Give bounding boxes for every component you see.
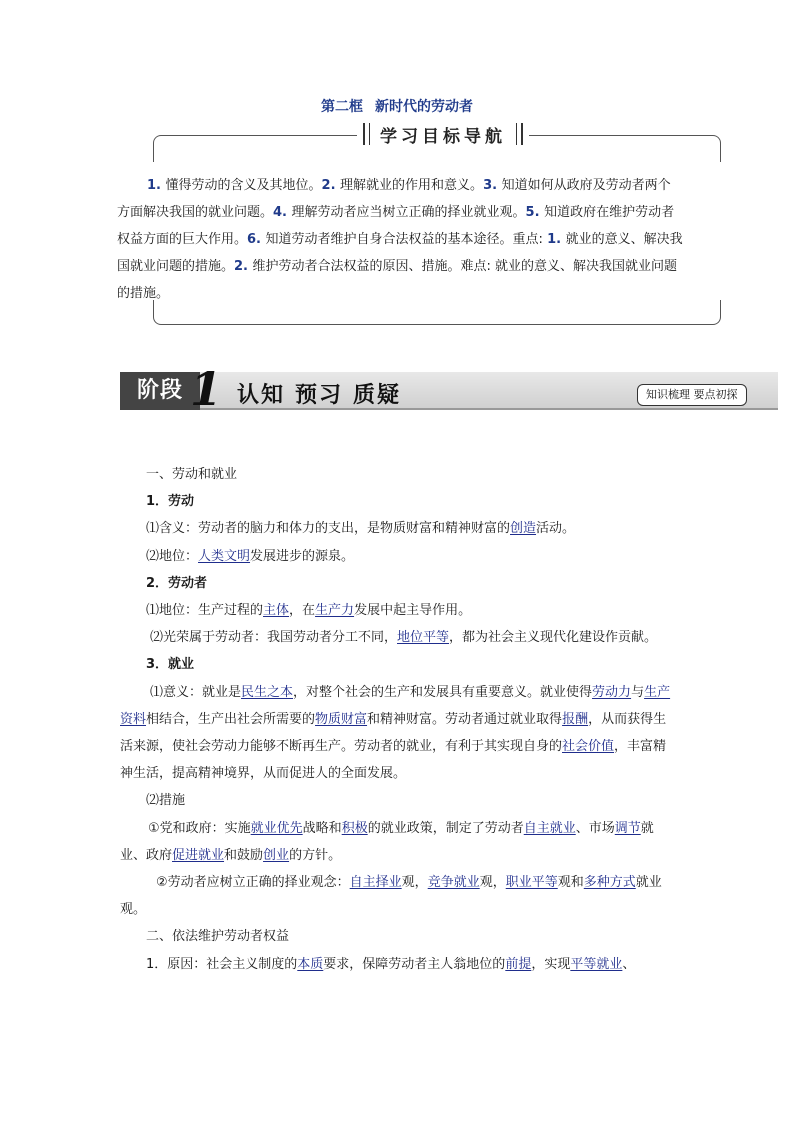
objective-number: 3. (483, 178, 502, 193)
objective-text: 理解就业的作用和意义。 (340, 178, 484, 193)
text-run: 、 (622, 956, 636, 972)
text-run: ②劳动者应树立正确的择业观念： (156, 875, 350, 891)
text-run: ，在 (289, 603, 316, 619)
stage-tag: 知识梳理 要点初探 (637, 384, 747, 406)
paragraph (120, 543, 676, 570)
text-run: ⑴含义：劳动者的脑力和体力的支出，是物质财富和精神财富的 (146, 521, 511, 537)
stage-title-part: 认知 (237, 382, 286, 408)
key-term: 平等就业 (570, 956, 623, 972)
text-run: ①党和政府：实施 (148, 820, 251, 836)
objective-text: 知道政府在维护劳动者权益方面的巨大作用。 (117, 205, 675, 247)
objectives-frame-bottom (153, 300, 721, 325)
key-term: 创业 (263, 847, 290, 863)
key-term: 职业平等 (505, 875, 558, 891)
lesson-title (0, 96, 794, 116)
text-run: 和鼓励 (224, 847, 264, 863)
stage-title-part: 质疑 (353, 382, 402, 408)
key-term: 创造 (510, 521, 537, 537)
objective-number: 2. (234, 259, 253, 274)
key-term: 自主就业 (523, 820, 576, 836)
key-term: 竞争就业 (427, 875, 480, 891)
key-term: 促进就业 (172, 847, 225, 863)
objectives-banner (357, 121, 529, 147)
key-term: 生产力 (315, 603, 355, 619)
text-run: 观， (479, 875, 506, 891)
key-term: 民生之本 (241, 684, 294, 700)
objective-number: 5. (525, 205, 545, 220)
text-run: 发展进步的源泉。 (250, 548, 355, 564)
banner-title: 学习目标导航 (380, 126, 506, 147)
key-term: 积极 (341, 820, 368, 836)
objective-number: 4. (273, 205, 292, 220)
text-run: ，对整个社会的生产和发展具有重要意义。就业使得 (293, 684, 593, 700)
section-heading: 一、劳动和就业 (146, 467, 238, 482)
subsection-heading: 1．劳动 (146, 494, 195, 510)
objectives-text (117, 172, 683, 307)
objective-text: 理解劳动者应当树立正确的择业就业观。 (291, 205, 526, 220)
text-run: 要求，保障劳动者主人翁地位的 (323, 956, 506, 972)
text-run: ⑴意义：就业是 (150, 684, 242, 700)
text-run: 活动。 (536, 521, 576, 537)
key-term: 主体 (263, 603, 290, 619)
key-term: 自主择业 (349, 875, 402, 891)
text-run: ⑵光荣属于劳动者：我国劳动者分工不同， (150, 630, 398, 646)
text-run: 战略和 (302, 820, 342, 836)
text-run: 发展中起主导作用。 (354, 603, 472, 619)
text-run: ，从而获得生活来源，使社会劳动力能够不断再生产。劳动者的就业，有利于其实现自身的 (120, 711, 667, 755)
key-term: 本质 (297, 956, 324, 972)
paragraph (120, 679, 676, 788)
objective-number: 6. (247, 232, 266, 247)
key-term: 地位平等 (397, 630, 450, 646)
key-term: 社会价值 (562, 739, 615, 755)
objective-text: 懂得劳动的含义及其地位。 (165, 178, 322, 193)
text-run: ⑴地位：生产过程的 (146, 603, 264, 619)
key-term: 劳动力 (592, 684, 632, 700)
objective-text: 难点: 就业的意义、解决我国就业问题的措施。 (117, 259, 678, 301)
key-term: 就业优先 (250, 820, 303, 836)
paragraph: ⑵措施 (146, 793, 186, 809)
key-term: 人类文明 (198, 548, 251, 564)
paragraph (120, 597, 676, 624)
text-run: 的方针。 (289, 847, 342, 863)
text-run: 相结合，生产出社会所需要的 (146, 711, 316, 727)
text-run: 就业、政府 (120, 820, 654, 863)
text-run: 就业观。 (120, 875, 662, 918)
text-run: 的就业政策，制定了劳动者 (367, 820, 524, 836)
stage-title-part: 预习 (295, 382, 344, 408)
objective-number: 1. (547, 232, 566, 247)
text-run: 观和 (557, 875, 584, 891)
stage-title (237, 378, 401, 409)
stage-label: 阶段 (120, 372, 200, 410)
text-run: ，实现 (531, 956, 571, 972)
subsection-heading: 2．劳动者 (146, 575, 208, 591)
text-run: 1．原因：社会主义制度的 (146, 956, 298, 972)
subsection-heading: 3．就业 (146, 657, 195, 673)
text-run: ，丰富精神生活，提高精神境界，从而促进人的全面发展。 (120, 739, 667, 782)
objective-text: 知道劳动者维护自身合法权益的基本途径。 (265, 232, 513, 247)
objective-number: 1. (147, 178, 166, 193)
key-term: 多种方式 (583, 875, 636, 891)
section-label: 第二框 (321, 99, 363, 115)
section-title: 新时代的劳动者 (375, 99, 473, 115)
text-run: ⑵地位： (146, 548, 199, 564)
key-term: 前提 (505, 956, 532, 972)
main-content (120, 461, 676, 978)
objective-text: 知道如何从政府及劳动者两个方面解决我国的就业问题。 (117, 178, 671, 220)
key-term: 调节 (614, 820, 641, 836)
text-run: 与 (631, 684, 645, 700)
paragraph (120, 624, 676, 651)
paragraph (120, 951, 676, 978)
text-run: 观， (401, 875, 428, 891)
text-run: ，都为社会主义现代化建设作贡献。 (449, 630, 658, 646)
objective-text: 维护劳动者合法权益的原因、措施。 (252, 259, 461, 274)
text-run: 和精神财富。劳动者通过就业取得 (367, 711, 563, 727)
key-term: 物质财富 (315, 711, 368, 727)
stage-number: 1 (190, 362, 223, 416)
text-run: 、市场 (575, 820, 615, 836)
paragraph (120, 515, 676, 542)
objective-text: 重点: (512, 232, 548, 247)
paragraph (120, 815, 676, 869)
paragraph (120, 869, 676, 923)
objective-text: 就业的意义、解决我国就业问题的措施。 (117, 232, 683, 274)
key-term: 报酬 (562, 711, 589, 727)
objective-number: 2. (321, 178, 341, 193)
key-term: 生产资料 (120, 684, 671, 727)
section-heading: 二、依法维护劳动者权益 (146, 929, 290, 945)
